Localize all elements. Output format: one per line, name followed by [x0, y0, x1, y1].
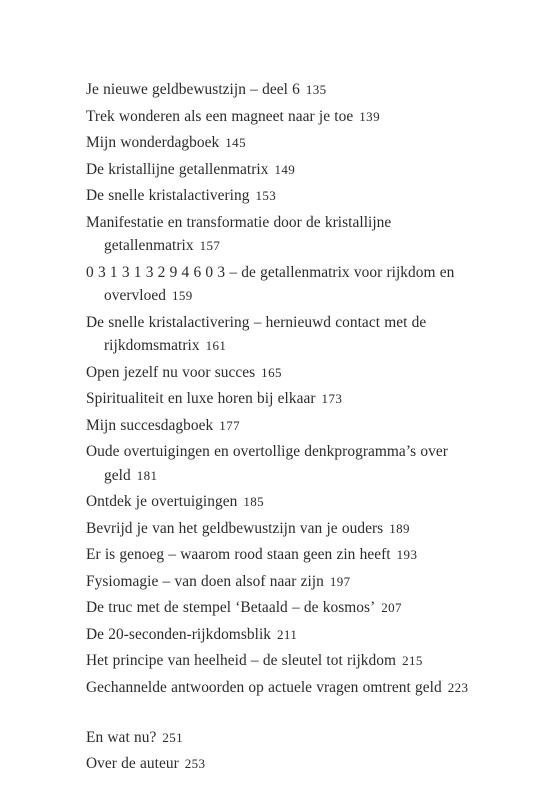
- toc-entry: [86, 184, 486, 211]
- toc-entry-page: 197: [329, 573, 351, 589]
- toc-entry-page: 157: [199, 238, 221, 254]
- toc-entry-page: 185: [243, 494, 265, 509]
- toc-entry-title: Je nieuwe geldbewustzijn – deel 6: [86, 81, 300, 98]
- toc-entry: [86, 490, 486, 517]
- toc-entry-page: 181: [136, 467, 158, 483]
- toc-entry-page: 211: [277, 626, 298, 642]
- toc-entry-title: Ontdek je overtuigingen: [86, 493, 238, 510]
- toc-entry-title: Gechannelde antwoorden op actuele vragen omtrent geld: [86, 678, 442, 696]
- toc-entry-title: De snelle kristalactivering – hernieuwd contact met de rijkdomsmatrix: [86, 313, 427, 355]
- toc-entry: [86, 361, 486, 388]
- toc-entry-page: 177: [219, 417, 240, 433]
- toc-entry: [86, 649, 486, 676]
- toc-entry-page: 251: [162, 729, 184, 745]
- toc-entry: [86, 158, 486, 185]
- toc-entry-page: 173: [321, 391, 343, 406]
- toc-entry: [86, 211, 486, 261]
- toc-entry-title: Er is genoeg – waarom rood staan geen zin heeft: [86, 546, 391, 563]
- toc-entry-page: 193: [396, 547, 418, 562]
- toc-entry-page: 165: [261, 364, 282, 380]
- toc-entry-title: Manifestatie en transformatie door de kristallijne getallenmatrix: [86, 213, 392, 255]
- toc-entry-page: 139: [359, 108, 380, 124]
- table-of-contents: [86, 78, 486, 779]
- toc-entry-page: 253: [184, 756, 206, 771]
- toc-entry-title: 0 3 1 3 1 3 2 9 4 6 0 3 – de getallenmatrix voor rijkdom en overvloed: [86, 263, 455, 305]
- toc-entry-page: 135: [305, 82, 327, 97]
- toc-entry: [86, 440, 486, 490]
- toc-entry: [86, 311, 486, 361]
- toc-entry: [86, 517, 486, 544]
- toc-entry: [86, 414, 486, 441]
- toc-entry-page: 223: [447, 679, 469, 695]
- toc-entry: [86, 543, 486, 570]
- toc-entry-page: 145: [225, 135, 246, 150]
- toc-entry-title: Oude overtuigingen en overtollige denkprogramma’s over geld: [86, 443, 448, 484]
- toc-entry-page: 159: [172, 288, 193, 304]
- toc-entry-title: De snelle kristalactivering: [86, 187, 250, 204]
- toc-entry: [86, 105, 486, 132]
- toc-entry-page: 189: [389, 520, 410, 536]
- toc-entry: [86, 726, 486, 753]
- toc-entry: [86, 570, 486, 597]
- toc-entry-title: Het principe van heelheid – de sleutel tot rijkdom: [86, 652, 397, 669]
- toc-entry: [86, 387, 486, 414]
- toc-entry: [86, 78, 486, 105]
- toc-entry-title: De kristallijne getallenmatrix: [86, 160, 269, 178]
- toc-entry-title: Fysiomagie – van doen alsof naar zijn: [86, 572, 324, 590]
- toc-entry: [86, 752, 486, 779]
- toc-entry-title: Mijn wonderdagboek: [86, 134, 220, 151]
- toc-entry-title: Spiritualiteit en luxe horen bij elkaar: [86, 390, 316, 407]
- toc-entry-page: 215: [402, 653, 423, 668]
- toc-entry: [86, 261, 486, 311]
- toc-entry-page: 149: [274, 161, 296, 177]
- toc-entry: [86, 623, 486, 650]
- toc-entry-title: Over de auteur: [86, 755, 179, 772]
- toc-entry: [86, 131, 486, 158]
- toc-entry: [86, 676, 486, 726]
- toc-entry-title: Bevrijd je van het geldbewustzijn van je ouders: [86, 519, 384, 537]
- toc-entry-page: 153: [255, 188, 277, 203]
- toc-entry-title: Open jezelf nu voor succes: [86, 363, 256, 381]
- toc-entry-title: De 20-seconden-rijkdomsblik: [86, 625, 272, 643]
- toc-entry-page: 161: [205, 338, 227, 354]
- toc-entry-title: De truc met de stempel ‘Betaald – de kosmos’: [86, 599, 376, 616]
- toc-entry: [86, 596, 486, 623]
- toc-entry-title: Trek wonderen als een magneet naar je toe: [86, 107, 354, 125]
- toc-entry-title: Mijn succesdagboek: [86, 416, 214, 434]
- toc-entry-title: En wat nu?: [86, 728, 157, 746]
- toc-entry-page: 207: [381, 600, 402, 615]
